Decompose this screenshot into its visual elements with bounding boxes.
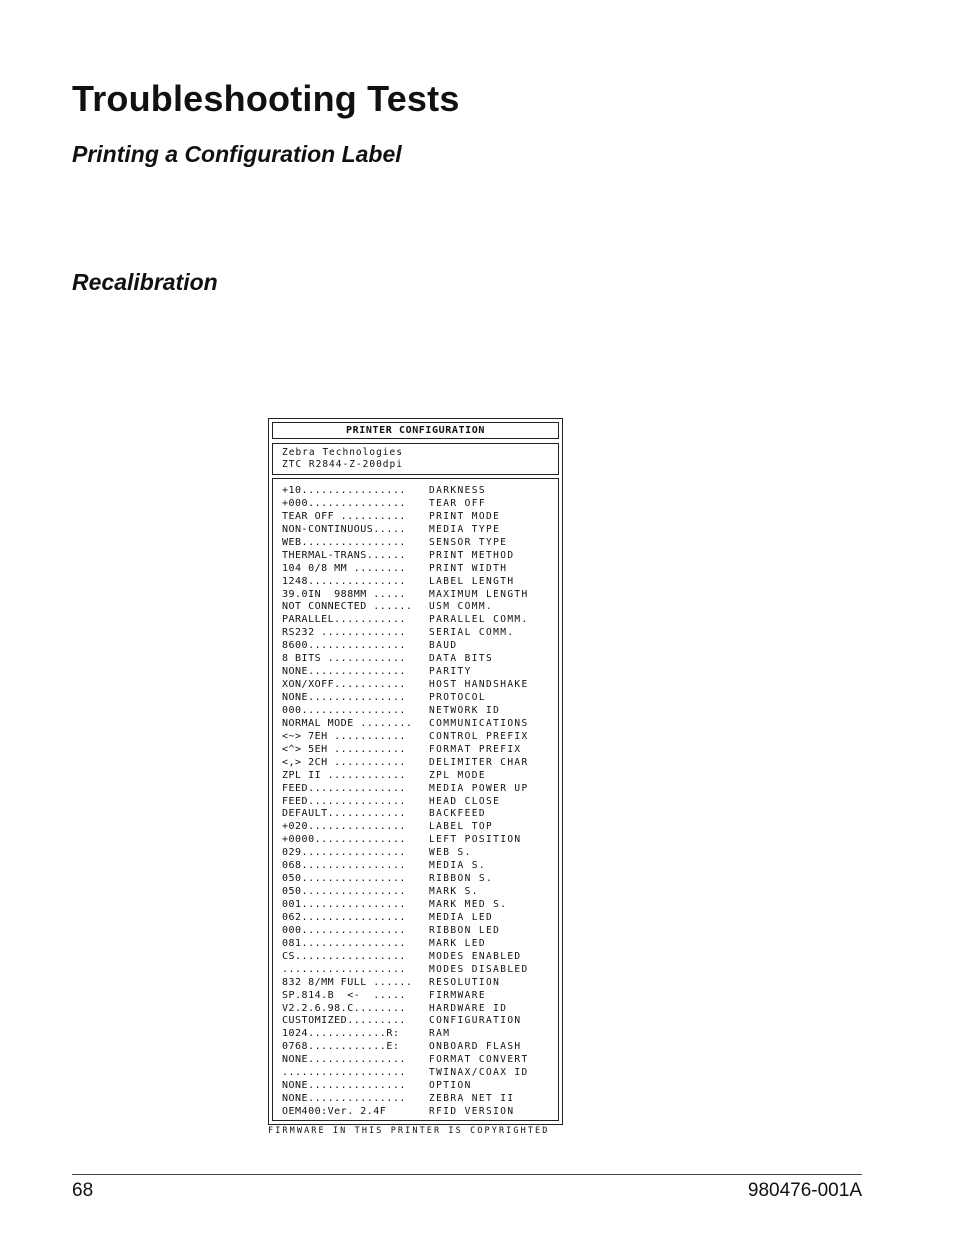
label-setting-row bbox=[282, 549, 558, 562]
setting-value: DEFAULT............ bbox=[282, 808, 406, 820]
setting-name: USM COMM. bbox=[429, 601, 494, 613]
label-setting-row bbox=[282, 950, 558, 963]
label-setting-row bbox=[282, 795, 558, 808]
label-model: ZTC R2844-Z-200dpi bbox=[282, 459, 403, 470]
setting-name: MARK LED bbox=[429, 937, 486, 949]
setting-value: +0000.............. bbox=[282, 834, 406, 846]
label-setting-row bbox=[282, 911, 558, 924]
label-setting-row bbox=[282, 989, 558, 1002]
setting-value: +000............... bbox=[282, 497, 406, 509]
setting-value: 050................ bbox=[282, 873, 406, 885]
label-setting-row bbox=[282, 1079, 558, 1092]
setting-value: 000................ bbox=[282, 704, 406, 716]
setting-value: NONE............... bbox=[282, 1093, 406, 1105]
label-setting-row bbox=[282, 575, 558, 588]
setting-name: DATA BITS bbox=[429, 653, 494, 665]
label-setting-row bbox=[282, 497, 558, 510]
setting-name: LABEL LENGTH bbox=[429, 575, 515, 587]
setting-name: HOST HANDSHAKE bbox=[429, 679, 529, 691]
label-setting-row bbox=[282, 484, 558, 497]
label-setting-row bbox=[282, 756, 558, 769]
setting-value: 104 0/8 MM ........ bbox=[282, 562, 406, 574]
setting-value: PARALLEL........... bbox=[282, 614, 406, 626]
label-setting-row bbox=[282, 885, 558, 898]
setting-name: TEAR OFF bbox=[429, 497, 486, 509]
setting-name: CONFIGURATION bbox=[429, 1015, 522, 1027]
label-settings-list bbox=[272, 478, 559, 1121]
setting-value: <,> 2CH ........... bbox=[282, 756, 406, 768]
setting-name: FORMAT PREFIX bbox=[429, 743, 522, 755]
setting-value: <~> 7EH ........... bbox=[282, 730, 406, 742]
setting-value: NON-CONTINUOUS..... bbox=[282, 523, 406, 535]
setting-name: MODES DISABLED bbox=[429, 963, 529, 975]
setting-name: MEDIA POWER UP bbox=[429, 782, 529, 794]
label-setting-row bbox=[282, 782, 558, 795]
label-header bbox=[272, 443, 559, 475]
label-setting-row bbox=[282, 704, 558, 717]
setting-name: BACKFEED bbox=[429, 808, 486, 820]
setting-name: RESOLUTION bbox=[429, 976, 501, 988]
setting-name: PRINT MODE bbox=[429, 510, 501, 522]
setting-name: HARDWARE ID bbox=[429, 1002, 508, 1014]
setting-value: THERMAL-TRANS...... bbox=[282, 549, 406, 561]
label-setting-row bbox=[282, 730, 558, 743]
page-number: 68 bbox=[72, 1180, 94, 1201]
setting-value: 39.0IN 988MM ..... bbox=[282, 588, 406, 600]
setting-name: FORMAT CONVERT bbox=[429, 1054, 529, 1066]
setting-value: FEED............... bbox=[282, 782, 406, 794]
label-setting-row bbox=[282, 937, 558, 950]
label-setting-row bbox=[282, 536, 558, 549]
setting-name: PRINT WIDTH bbox=[429, 562, 508, 574]
setting-value: 8 BITS ............ bbox=[282, 653, 406, 665]
setting-name: RIBBON S. bbox=[429, 873, 494, 885]
setting-value: ZPL II ............ bbox=[282, 769, 406, 781]
label-setting-row bbox=[282, 717, 558, 730]
setting-value: 000................ bbox=[282, 924, 406, 936]
setting-name: ONBOARD FLASH bbox=[429, 1041, 522, 1053]
setting-value: FEED............... bbox=[282, 795, 406, 807]
label-setting-row bbox=[282, 626, 558, 639]
setting-name: MARK S. bbox=[429, 886, 479, 898]
setting-value: 081................ bbox=[282, 937, 406, 949]
setting-name: RIBBON LED bbox=[429, 924, 501, 936]
label-title: PRINTER CONFIGURATION bbox=[272, 422, 559, 439]
setting-value: ................... bbox=[282, 1067, 406, 1079]
setting-name: ZPL MODE bbox=[429, 769, 486, 781]
setting-name: FIRMWARE bbox=[429, 989, 486, 1001]
label-setting-row bbox=[282, 769, 558, 782]
label-setting-row bbox=[282, 1027, 558, 1040]
setting-value: 832 8/MM FULL ...... bbox=[282, 976, 413, 988]
setting-name: MEDIA S. bbox=[429, 860, 486, 872]
setting-value: +10................ bbox=[282, 485, 406, 496]
setting-value: TEAR OFF .......... bbox=[282, 510, 406, 522]
setting-value: <^> 5EH ........... bbox=[282, 743, 406, 755]
label-setting-row bbox=[282, 898, 558, 911]
setting-value: 0768............E: bbox=[282, 1041, 400, 1053]
label-setting-row bbox=[282, 600, 558, 613]
setting-value: 062................ bbox=[282, 911, 406, 923]
setting-value: NONE............... bbox=[282, 1080, 406, 1092]
section-heading-recalibration: Recalibration bbox=[72, 269, 218, 295]
label-setting-row bbox=[282, 859, 558, 872]
setting-name: DARKNESS bbox=[429, 485, 486, 496]
setting-value: ................... bbox=[282, 963, 406, 975]
setting-name: PROTOCOL bbox=[429, 692, 486, 703]
label-setting-row bbox=[282, 652, 558, 665]
setting-value: NORMAL MODE ........ bbox=[282, 717, 413, 729]
setting-value: 050................ bbox=[282, 886, 406, 898]
label-setting-row bbox=[282, 613, 558, 626]
label-setting-row bbox=[282, 1014, 558, 1027]
label-setting-row bbox=[282, 523, 558, 536]
setting-value: +020............... bbox=[282, 821, 406, 833]
setting-name: COMMUNICATIONS bbox=[429, 717, 529, 729]
setting-name: PARALLEL COMM. bbox=[429, 614, 529, 626]
setting-name: ZEBRA NET II bbox=[429, 1093, 515, 1105]
setting-value: SP.814.B <- ..... bbox=[282, 989, 406, 1001]
setting-value: 029................ bbox=[282, 847, 406, 859]
setting-value: NONE............... bbox=[282, 692, 406, 703]
setting-name: PRINT METHOD bbox=[429, 549, 515, 561]
setting-value: RS232 ............. bbox=[282, 627, 406, 639]
setting-value: NOT CONNECTED ...... bbox=[282, 601, 413, 613]
label-setting-row bbox=[282, 820, 558, 833]
label-setting-row bbox=[282, 588, 558, 601]
setting-value: CS................. bbox=[282, 950, 406, 962]
setting-name: DELIMITER CHAR bbox=[429, 756, 529, 768]
setting-name: LABEL TOP bbox=[429, 821, 494, 833]
label-setting-row bbox=[282, 510, 558, 523]
label-setting-row bbox=[282, 833, 558, 846]
setting-value: 1248............... bbox=[282, 575, 406, 587]
setting-name: SERIAL COMM. bbox=[429, 627, 515, 639]
setting-name: MODES ENABLED bbox=[429, 950, 522, 962]
label-setting-row bbox=[282, 1053, 558, 1066]
label-setting-row bbox=[282, 639, 558, 652]
document-number: 980476-001A bbox=[747, 1180, 862, 1201]
setting-name: TWINAX/COAX ID bbox=[429, 1067, 529, 1079]
label-setting-row bbox=[282, 976, 558, 989]
label-setting-row bbox=[282, 691, 558, 704]
setting-value: NONE............... bbox=[282, 666, 406, 678]
label-copyright-note: FIRMWARE IN THIS PRINTER IS COPYRIGHTED bbox=[268, 1126, 550, 1136]
label-setting-row bbox=[282, 846, 558, 859]
label-setting-row bbox=[282, 1105, 558, 1118]
label-setting-row bbox=[282, 924, 558, 937]
setting-name: RAM bbox=[429, 1028, 451, 1040]
configuration-label-image bbox=[268, 418, 563, 1125]
setting-value: WEB................ bbox=[282, 536, 406, 548]
setting-value: 8600............... bbox=[282, 640, 406, 652]
setting-value: V2.2.6.98.C........ bbox=[282, 1002, 406, 1014]
setting-name: NETWORK ID bbox=[429, 704, 501, 716]
setting-value: NONE............... bbox=[282, 1054, 406, 1066]
setting-value: XON/XOFF........... bbox=[282, 679, 406, 691]
setting-name: PARITY bbox=[429, 666, 472, 678]
setting-value: 1024............R: bbox=[282, 1028, 400, 1040]
setting-name: SENSOR TYPE bbox=[429, 536, 508, 548]
label-setting-row bbox=[282, 665, 558, 678]
setting-name: CONTROL PREFIX bbox=[429, 730, 529, 742]
label-setting-row bbox=[282, 1066, 558, 1079]
setting-name: WEB S. bbox=[429, 847, 472, 859]
page-title: Troubleshooting Tests bbox=[72, 78, 460, 119]
label-company: Zebra Technologies bbox=[282, 447, 403, 458]
setting-name: MEDIA LED bbox=[429, 911, 494, 923]
setting-name: MARK MED S. bbox=[429, 899, 508, 910]
label-setting-row bbox=[282, 1002, 558, 1015]
section-heading-config-label: Printing a Configuration Label bbox=[72, 141, 402, 167]
setting-name: OPTION bbox=[429, 1080, 472, 1092]
label-setting-row bbox=[282, 562, 558, 575]
label-setting-row bbox=[282, 743, 558, 756]
label-setting-row bbox=[282, 872, 558, 885]
setting-name: MAXIMUM LENGTH bbox=[429, 588, 529, 600]
label-setting-row bbox=[282, 1040, 558, 1053]
setting-name: BAUD bbox=[429, 640, 458, 652]
label-setting-row bbox=[282, 678, 558, 691]
setting-name: LEFT POSITION bbox=[429, 834, 522, 846]
label-setting-row bbox=[282, 807, 558, 820]
setting-name: HEAD CLOSE bbox=[429, 795, 501, 807]
setting-name: RFID VERSION bbox=[429, 1106, 515, 1117]
setting-name: MEDIA TYPE bbox=[429, 523, 501, 535]
label-setting-row bbox=[282, 1092, 558, 1105]
setting-value: CUSTOMIZED......... bbox=[282, 1015, 406, 1027]
label-setting-row bbox=[282, 963, 558, 976]
setting-value: OEM400:Ver. 2.4F bbox=[282, 1106, 387, 1117]
setting-value: 001................ bbox=[282, 899, 406, 910]
setting-value: 068................ bbox=[282, 860, 406, 872]
footer-rule bbox=[72, 1174, 862, 1175]
